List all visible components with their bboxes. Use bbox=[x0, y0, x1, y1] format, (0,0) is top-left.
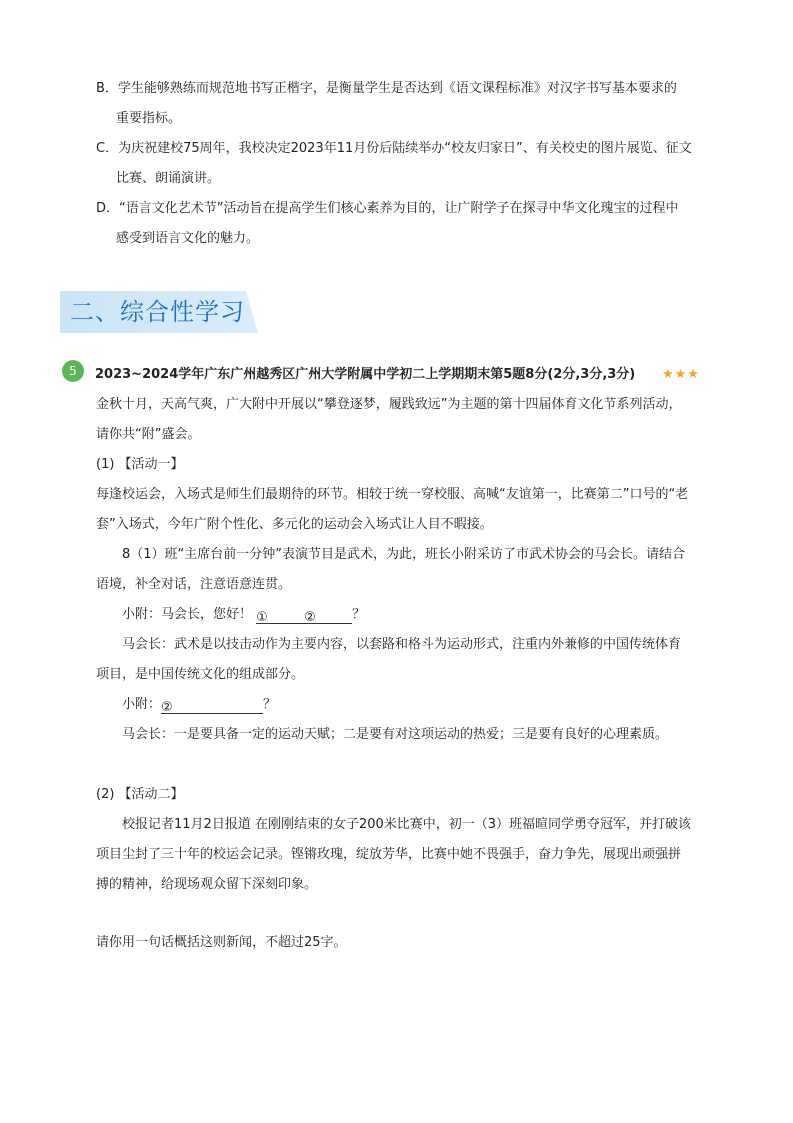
dialogue-line4: 马会长：一是要具备一定的运动天赋；二是要有对这项运动的热爱；三是要有良好的心理素质。 bbox=[122, 727, 669, 742]
dialogue-line1 bbox=[122, 606, 365, 624]
activity2-para1: 校报记者11月2日报道 在刚刚结束的女子200米比赛中，初一（3）班福暄同学勇夺冠军，并打破该 bbox=[122, 817, 692, 832]
intro-line1: 金秋十月，天高气爽，广大附中开展以“攀登逐梦，履践致远”为主题的第十四届体育文化节系列活动， bbox=[96, 397, 682, 412]
option-c-line2: 比赛、朗诵演讲。 bbox=[116, 171, 221, 186]
question-title: 2023~2024学年广东广州越秀区广州大学附属中学初二上学期期末第5题8分(2分,3分,3分) bbox=[95, 367, 636, 382]
dialogue-line3 bbox=[122, 696, 276, 714]
blank-mark: ② bbox=[304, 610, 316, 625]
question-mark: ？ bbox=[263, 697, 277, 712]
dialogue-line2b: 项目，是中国传统文化的组成部分。 bbox=[96, 667, 305, 682]
answer-blank-3[interactable] bbox=[161, 699, 263, 714]
activity2-label: (2) 【活动二】 bbox=[96, 787, 184, 802]
activity1-para3: 8（1）班“主席台前一分钟”表演节目是武术，为此，班长小附采访了市武术协会的马会长。请结合 bbox=[122, 547, 686, 562]
option-d-line2: 感受到语言文化的魅力。 bbox=[116, 231, 260, 246]
question-number-badge: 5 bbox=[62, 360, 84, 382]
activity1-label: (1) 【活动一】 bbox=[96, 457, 184, 472]
dialogue-line2a: 马会长：武术是以技击动作为主要内容，以套路和格斗为运动形式，注重内外兼修的中国传统体育 bbox=[122, 637, 682, 652]
option-d-line1: D．“语言文化艺术节”活动旨在提高学生们核心素养为目的，让广附学子在探寻中华文化瑰宝的过程中 bbox=[96, 201, 679, 216]
intro-line2: 请你共“附”盛会。 bbox=[96, 427, 201, 442]
activity2-para3: 搏的精神，给现场观众留下深刻印象。 bbox=[96, 877, 318, 892]
activity1-para2: 套”入场式，今年广附个性化、多元化的运动会入场式让人目不暇接。 bbox=[96, 517, 493, 532]
activity1-para4: 语境，补全对话，注意语意连贯。 bbox=[96, 577, 292, 592]
blank-mark: ② bbox=[161, 700, 173, 715]
difficulty-stars: ★★★ bbox=[662, 367, 700, 382]
option-b-line2: 重要指标。 bbox=[116, 111, 182, 126]
activity1-para1: 每逢校运会，入场式是师生们最期待的环节。相较于统一穿校服、高喊“友谊第一，比赛第二”口号的“老 bbox=[96, 487, 689, 502]
dialogue-speaker-text: 小附：马会长，您好！ bbox=[122, 607, 253, 622]
answer-blank-2[interactable] bbox=[304, 609, 352, 624]
section-title: 二、综合性学习 bbox=[70, 298, 245, 326]
activity2-para2: 项目尘封了三十年的校运会记录。铿锵玫瑰，绽放芳华，比赛中她不畏强手，奋力争先，展现出顽强拼 bbox=[96, 847, 682, 862]
blank-mark: ① bbox=[256, 610, 268, 625]
dialogue-speaker-text: 小附： bbox=[122, 697, 162, 712]
answer-blank-1[interactable] bbox=[256, 609, 304, 624]
question-mark: ？ bbox=[352, 607, 366, 622]
task-instruction: 请你用一句话概括这则新闻，不超过25字。 bbox=[96, 935, 347, 950]
option-c-line1: C．为庆祝建校75周年，我校决定2023年11月份后陆续举办“校友归家日”、有关校史的图片展览、征文 bbox=[96, 141, 692, 156]
option-b-line1: B．学生能够熟练而规范地书写正楷字，是衡量学生是否达到《语文课程标准》对汉字书写基本要求的 bbox=[96, 81, 677, 96]
